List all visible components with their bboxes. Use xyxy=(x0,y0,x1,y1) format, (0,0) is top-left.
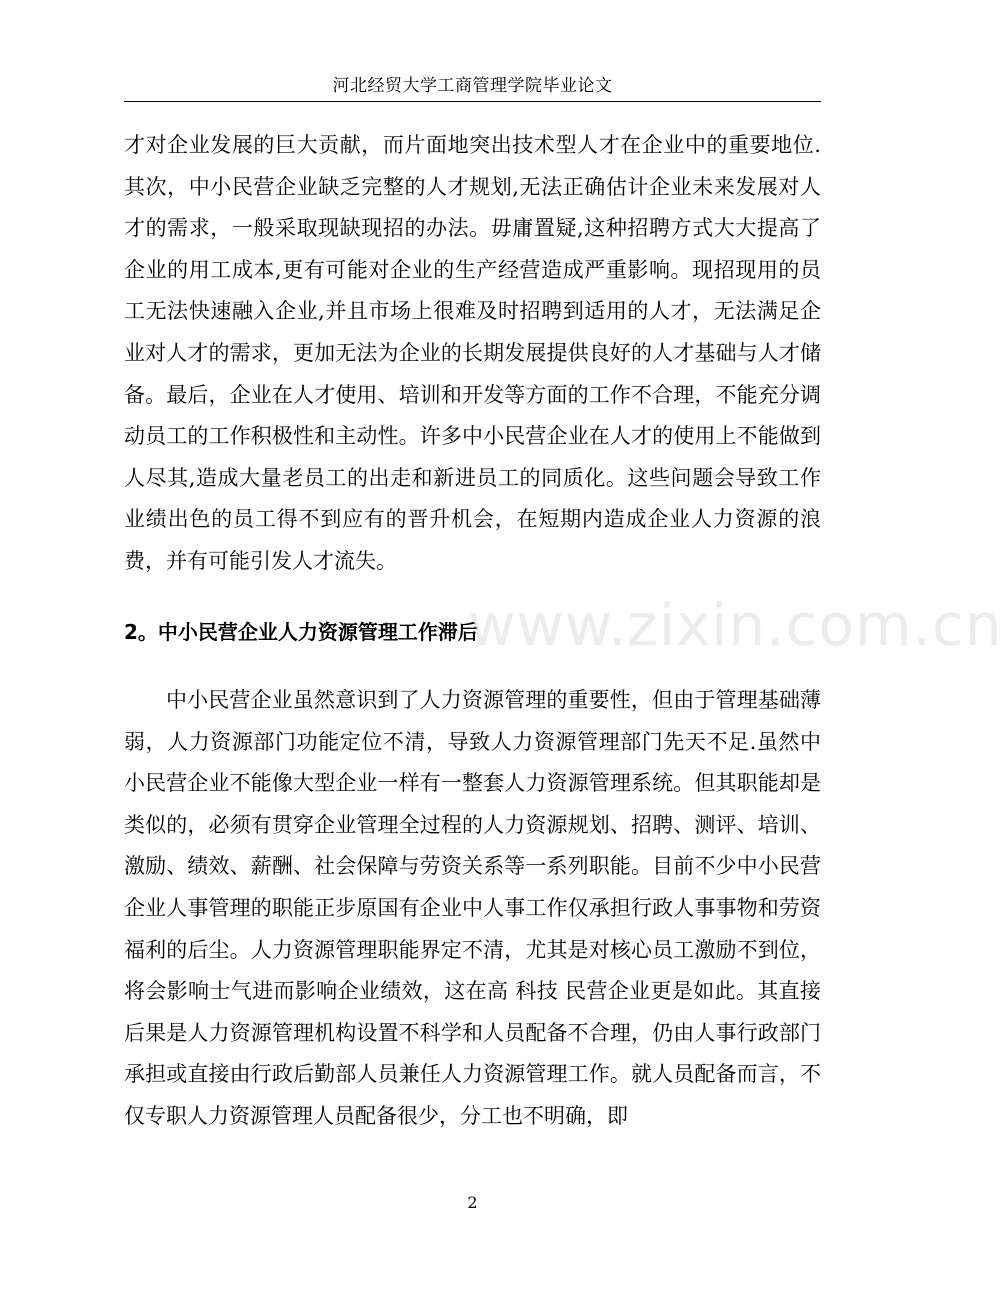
running-header-title: 河北经贸大学工商管理学院毕业论文 xyxy=(332,76,613,96)
body-paragraph: 中小民营企业虽然意识到了人力资源管理的重要性，但由于管理基础薄弱，人力资源部门功能定位不清，导致人力资源管理部门先天不足.虽然中小民营企业不能像大型企业一样有一整套人力资源管理系统。但其职能却是类似的，必须有贯穿企业管理全过程的人力资源规划、招聘、测评、培训、激励、绩效、薪酬、社会保障与劳资关系等一系列职能。目前不少中小民营企业人事管理的职能正步原国有企业中人事工作仅承担行政人事事物和劳资福利的后尘。人力资源管理职能界定不清，尤其是对核心员工激励不到位，将会影响士气进而影响企业绩效，这在高 科技 民营企业更是如此。其直接后果是人力资源管理机构设置不科学和人员配备不合理，仍由人事行政部门承担或直接由行政后勤部人员兼任人力资源管理工作。就人员配备而言，不仅专职人力资源管理人员配备很少，分工也不明确，即 xyxy=(124,688,821,1128)
page-number: 2 xyxy=(467,1193,478,1212)
watermark: www.zixin.com.cn xyxy=(468,591,1003,659)
body-paragraph: 才对企业发展的巨大贡献，而片面地突出技术型人才在企业中的重要地位.其次，中小民营企业缺乏完整的人才规划,无法正确估计企业未来发展对人才的需求，一般采取现缺现招的办法。毋庸置疑,这种招聘方式大大提高了企业的用工成本,更有可能对企业的生产经营造成严重影响。现招现用的员工无法快速融入企业,并且市场上很难及时招聘到适用的人才，无法满足企业对人才的需求，更加无法为企业的长期发展提供良好的人才基础与人才储备。最后，企业在人才使用、培训和开发等方面的工作不合理，不能充分调动员工的工作积极性和主动性。许多中小民营企业在人才的使用上不能做到人尽其,造成大量老员工的出走和新进员工的同质化。这些问题会导致工作业绩出色的员工得不到应有的晋升机会，在短期内造成企业人力资源的浪费，并有可能引发人才流失。 xyxy=(124,133,821,573)
header-divider xyxy=(124,101,821,102)
section-heading: 2。中小民营企业人力资源管理工作滞后 xyxy=(124,620,478,644)
